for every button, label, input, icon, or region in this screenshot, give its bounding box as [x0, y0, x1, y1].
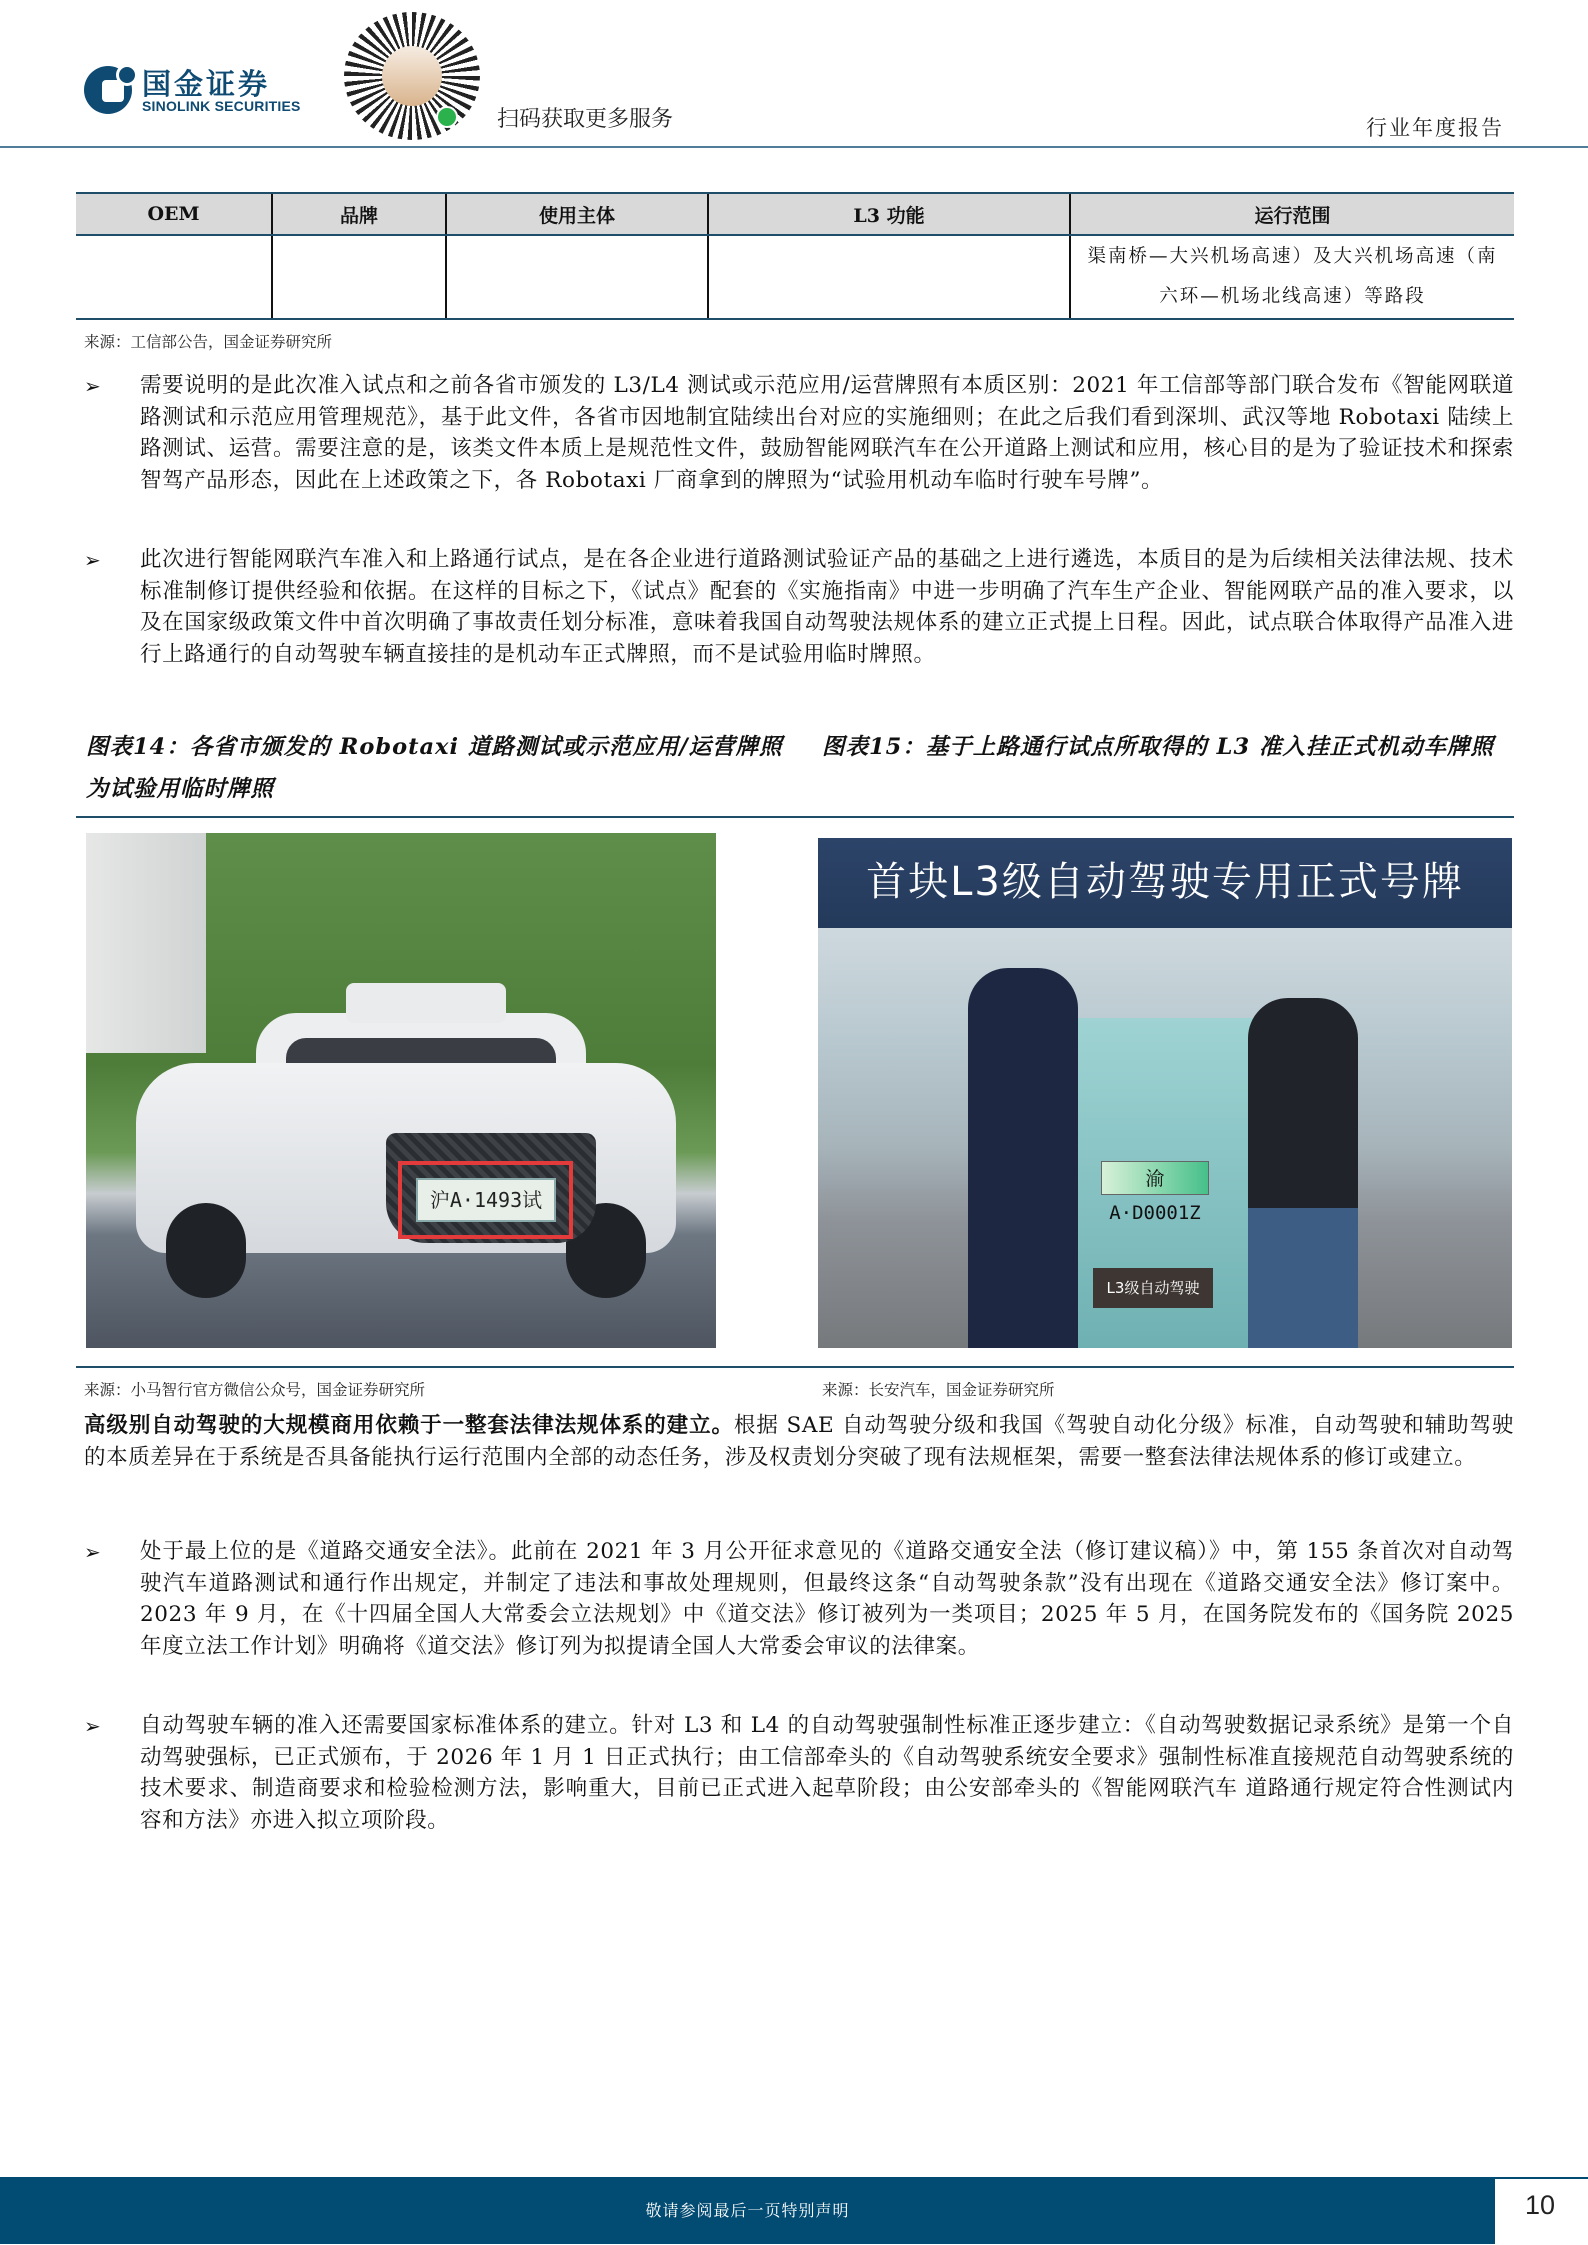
- bullet-item: [84, 1536, 1514, 1662]
- bullet-text: 此次进行智能网联汽车准入和上路通行试点，是在各企业进行道路测试验证产品的基础之上进行遴选，本质目的是为后续相关法律法规、技术标准制修订提供经验和依据。在这样的目标之下，《试点》配套的《实施指南》中进一步明确了汽车生产企业、智能网联产品的准入要求，以及在国家级政策文件中首次明确了事故责任划分标准，意味着我国自动驾驶法规体系的建立正式提上日程。因此，试点联合体取得产品准入进行上路通行的自动驾驶车辆直接挂的是机动车正式牌照，而不是试验用临时牌照。: [140, 547, 1514, 667]
- footer-divider: [1495, 2177, 1588, 2179]
- page-number: 10: [1524, 2190, 1556, 2220]
- bullet-text: 处于最上位的是《道路交通安全法》。此前在 2021 年 3 月公开征求意见的《道路交通安全法（修订建议稿）》中，第 155 条首次对自动驾驶汽车道路测试和通行作出规定，并制定了违法和事故处理规则，但最终这条“自动驾驶条款”没有出现在《道路交通安全法》修订案中。2023 年 9 月，在《十四届全国人大常委会立法规划》中《道交法》修订被列为一类项目；2025 年 5 月，在国务院发布的《国务院 2025 年度立法工作计划》明确将《道交法》修订列为拟提请全国人大常委会审议的法律案。: [140, 1539, 1514, 1659]
- l3-plate-ceremony-photo: [818, 838, 1512, 1348]
- plate-highlight-box: [398, 1161, 573, 1239]
- l3-pilot-table: [76, 192, 1514, 320]
- figure-bottom-divider: [76, 1366, 1514, 1368]
- bullet-text: 自动驾驶车辆的准入还需要国家标准体系的建立。针对 L3 和 L4 的自动驾驶强制性标准正逐步建立：《自动驾驶数据记录系统》是第一个自动驾驶强标，已正式颁布，于 2026 年 1 月 1 日正式执行；由工信部牵头的《自动驾驶系统安全要求》强制性标准直接规范自动驾驶系统的技术要求、制造商要求和检验检测方法，影响重大，目前已正式进入起草阶段；由公安部牵头的《智能网联汽车 道路通行规定符合性测试内容和方法》亦进入拟立项阶段。: [140, 1713, 1514, 1833]
- table-header-row: [76, 193, 1514, 235]
- bullet-text: 需要说明的是此次准入试点和之前各省市颁发的 L3/L4 测试或示范应用/运营牌照有本质区别：2021 年工信部等部门联合发布《智能网联道路测试和示范应用管理规范》，基于此文件，各省市因地制宜陆续出台对应的实施细则；在此之后我们看到深圳、武汉等地 Robotaxi 陆续上路测试、运营。需要注意的是，该类文件本质上是规范性文件，鼓励智能网联汽车在公开道路上测试和应用，核心目的是为了验证技术和探索智驾产品形态，因此在上述政策之下，各 Robotaxi 厂商拿到的牌照为“试验用机动车临时行驶车号牌”。: [140, 373, 1514, 493]
- report-type-label: 行业年度报告: [1366, 116, 1504, 140]
- car-wheel: [166, 1203, 246, 1298]
- bullet-arrow-icon: ➢: [84, 374, 101, 398]
- header-divider: [0, 146, 1588, 148]
- bullet-arrow-icon: ➢: [84, 1714, 101, 1738]
- sinolink-logo: [84, 62, 304, 116]
- bullet-item: [84, 370, 1514, 496]
- logo-chinese-name: 国金证券: [142, 67, 271, 101]
- photo-banner: 首块L3级自动驾驶专用正式号牌: [818, 838, 1512, 928]
- sinolink-logo-mark-icon: [84, 66, 132, 114]
- robotaxi-photo: [86, 833, 716, 1348]
- robotaxi-car: [136, 983, 676, 1293]
- col-header-brand: 品牌: [272, 193, 446, 235]
- bullet-arrow-icon: ➢: [84, 548, 101, 572]
- table-source: 来源：工信部公告，国金证券研究所: [84, 333, 333, 351]
- cell-brand: [272, 235, 446, 319]
- logo-english-name: SINOLINK SECURITIES: [142, 98, 301, 114]
- qr-code-icon[interactable]: [344, 12, 480, 140]
- scan-for-services-text: 扫码获取更多服务: [497, 107, 674, 132]
- figure-top-divider: [76, 816, 1514, 818]
- police-officer: [968, 968, 1078, 1348]
- formal-license-plate: 渝A·D0001Z: [1101, 1161, 1209, 1195]
- col-header-l3-function: L3 功能: [708, 193, 1070, 235]
- car-l3-badge: L3级自动驾驶: [1093, 1268, 1213, 1308]
- mini-program-badge-icon: [436, 106, 458, 128]
- cell-oem: [76, 235, 272, 319]
- col-header-operator: 使用主体: [446, 193, 708, 235]
- page-header: [0, 0, 1588, 148]
- lead-bold-sentence: 高级别自动驾驶的大规模商用依赖于一整套法律法规体系的建立。: [84, 1413, 734, 1438]
- bullet-item: [84, 1710, 1514, 1836]
- bullet-item: [84, 544, 1514, 670]
- lidar-sensor-icon: [346, 983, 506, 1023]
- col-header-oem: OEM: [76, 193, 272, 235]
- company-representative: [1248, 998, 1358, 1348]
- cell-operating-range: 渠南桥—大兴机场高速）及大兴机场高速（南六环—机场北线高速）等路段: [1070, 235, 1514, 319]
- temporary-license-plate: 沪A·1493试: [416, 1178, 556, 1222]
- figure-15-title: 图表15：基于上路通行试点所取得的 L3 准入挂正式机动车牌照: [822, 734, 1494, 760]
- figure-14-title: 图表14：各省市颁发的 Robotaxi 道路测试或示范应用/运营牌照为试验用临时牌照: [86, 734, 783, 802]
- figure-14-source: 来源：小马智行官方微信公众号，国金证券研究所: [84, 1381, 426, 1399]
- col-header-operating-range: 运行范围: [1070, 193, 1514, 235]
- cell-operator: [446, 235, 708, 319]
- figure-15-source: 来源：长安汽车，国金证券研究所: [822, 1381, 1055, 1399]
- qr-center-logo-icon: [382, 46, 442, 106]
- cell-l3-function: [708, 235, 1070, 319]
- table-row: [76, 235, 1514, 319]
- section-lead-paragraph: [84, 1410, 1514, 1473]
- lead-text: 根据 SAE 自动驾驶分级和我国《驾驶自动化分级》标准，自动驾驶和辅助驾驶的本质差异在于系统是否具备能执行运行范围内全部的动态任务，涉及权责划分突破了现有法规框架，需要一整套法律法规体系的修订或建立。: [84, 1413, 1514, 1470]
- bullet-arrow-icon: ➢: [84, 1540, 101, 1564]
- footer-disclaimer-bar: 敬请参阅最后一页特别声明: [0, 2177, 1495, 2244]
